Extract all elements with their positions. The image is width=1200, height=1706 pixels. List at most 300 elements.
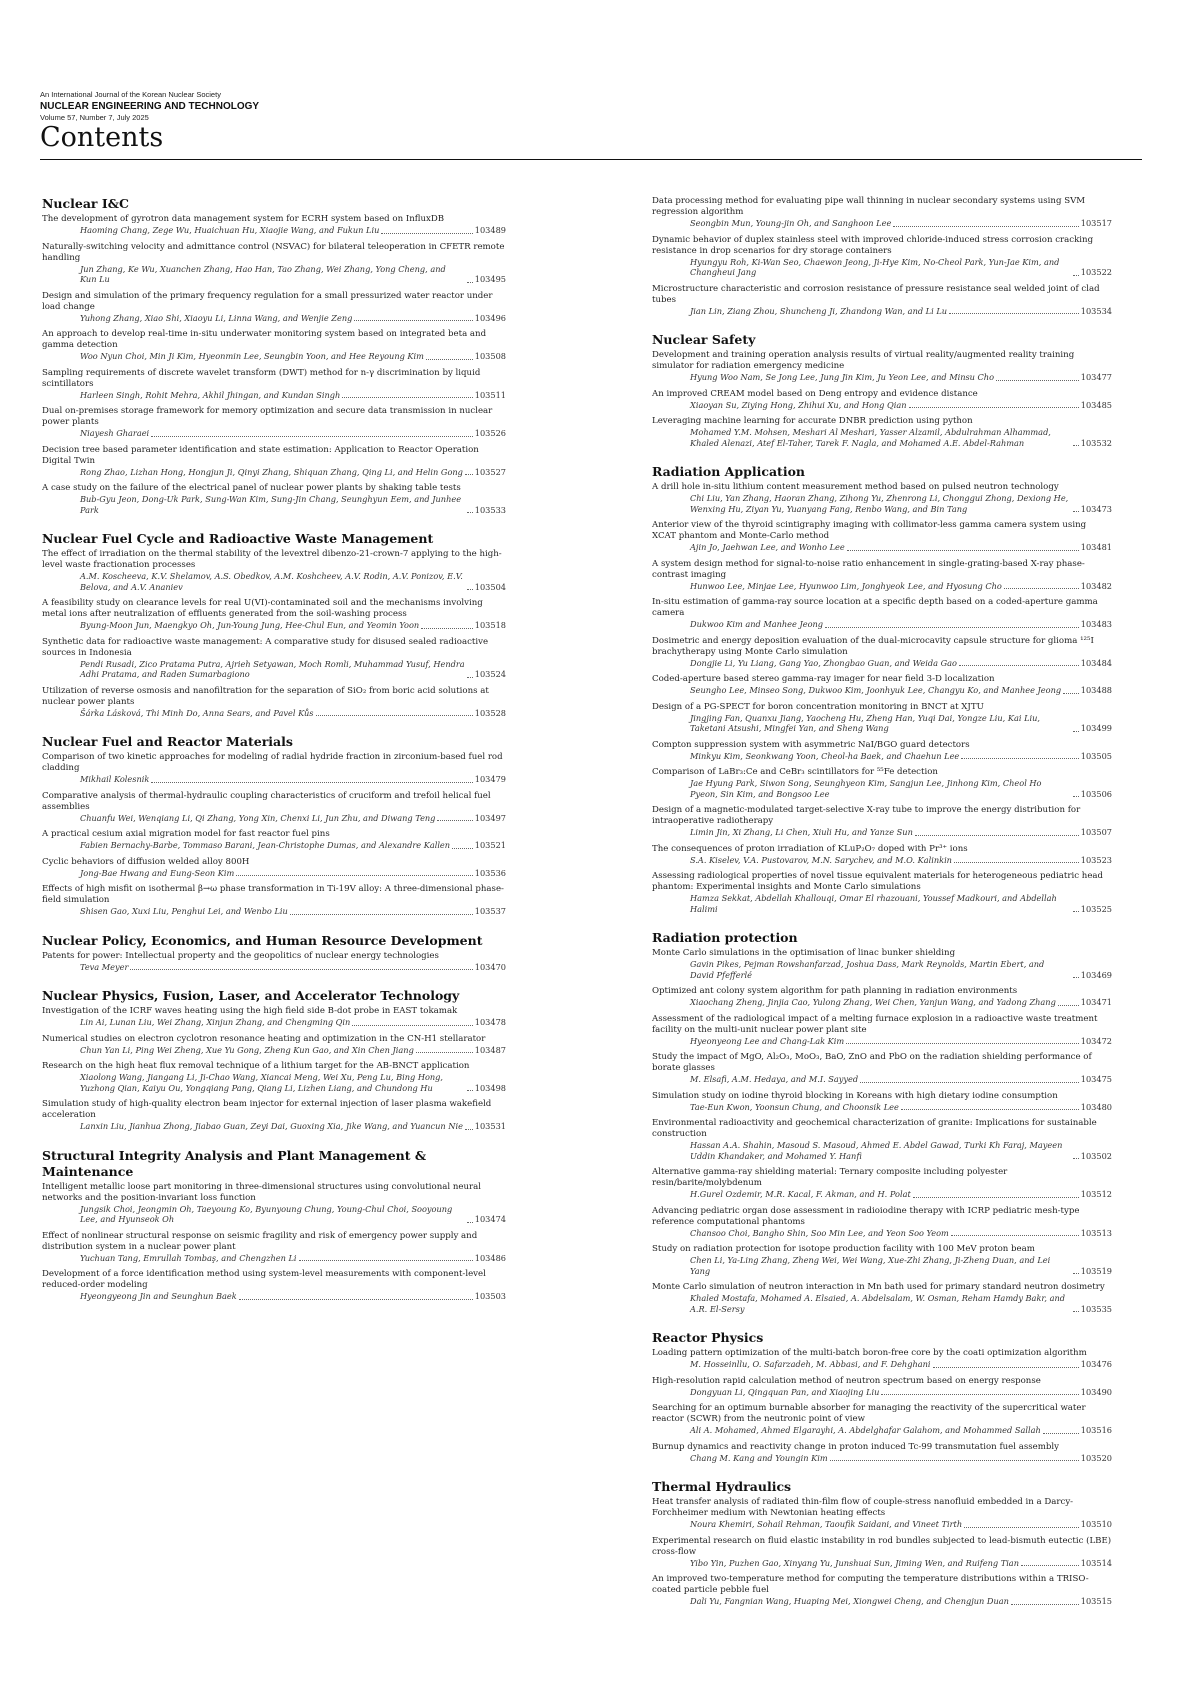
article-page-number: 103473: [1080, 503, 1112, 514]
article-page-number: 103524: [474, 669, 506, 679]
toc-entry[interactable]: [42, 1182, 506, 1225]
toc-entry[interactable]: [42, 549, 506, 592]
dot-leader: [452, 848, 473, 849]
toc-entry[interactable]: [652, 520, 1112, 553]
toc-entry[interactable]: [42, 1269, 506, 1302]
toc-entry[interactable]: [42, 1061, 506, 1093]
toc-entry[interactable]: [42, 1006, 506, 1028]
dot-leader: [1073, 1158, 1079, 1159]
article-page-number: 103482: [1080, 580, 1112, 591]
article-title: Design of a magnetic-modulated target-selective X-ray tube to improve the energy distribution for intraoperative radiotherapy: [652, 805, 1081, 826]
toc-entry[interactable]: [42, 406, 506, 439]
article-page-number: 103478: [474, 1017, 506, 1027]
article-page-number: 103519: [1080, 1265, 1112, 1276]
article-page-number: 103488: [1080, 685, 1112, 695]
article-title: Research on the high heat flux removal technique of a lithium target for the AB-BNCT application: [42, 1061, 470, 1071]
author-row: [652, 658, 1112, 669]
dot-leader: [847, 550, 1079, 551]
toc-entry[interactable]: [42, 598, 506, 631]
article-title: Advancing pediatric organ dose assessment in radioiodine therapy with ICRP pediatric mesh-type reference computational phantoms: [652, 1205, 1080, 1227]
author-row: [42, 390, 506, 401]
section-heading: Nuclear I&C: [42, 196, 129, 211]
dot-leader: [299, 1260, 473, 1261]
toc-entry[interactable]: [652, 1167, 1112, 1200]
article-title: A practical cesium axial migration model for fast reactor fuel pins: [42, 829, 330, 839]
article-authors: Xiaochang Zheng, Jinjia Cao, Yulong Zhang, Wei Chen, Yanjun Wang, and Yadong Zhang: [690, 997, 1056, 1007]
author-row: [652, 1387, 1112, 1398]
author-row: [652, 685, 1112, 696]
article-title: Burnup dynamics and reactivity change in proton induced Tc-99 transmutation fuel assembly: [652, 1441, 1060, 1452]
dot-leader: [151, 436, 473, 437]
author-row: [652, 713, 1112, 734]
author-row: [652, 1293, 1112, 1314]
section-heading: Nuclear Fuel and Reactor Materials: [42, 734, 293, 749]
dot-leader: [915, 835, 1079, 836]
article-title: Dual on-premises storage framework for memory optimization and secure data transmission in nuclear power plants: [42, 406, 493, 427]
toc-section: [652, 1479, 1112, 1607]
article-title: Monte Carlo simulations in the optimisation of linac bunker shielding: [652, 948, 956, 958]
article-title: A feasibility study on clearance levels for real U(VI)-contaminated soil and the mechanisms involving metal ions after neutralization of effluents generated from the soil-washing process: [42, 598, 483, 619]
section-heading: Nuclear Safety: [652, 332, 756, 347]
toc-entry[interactable]: [652, 1244, 1112, 1276]
toc-entry[interactable]: [652, 1497, 1112, 1530]
article-page-number: 103518: [474, 620, 506, 630]
dot-leader: [830, 1460, 1079, 1461]
article-title: Effects of high misfit on isothermal β→ω phase transformation in Ti-19V alloy: A three-dimensional phase-field simulation: [42, 884, 504, 905]
article-title: The consequences of proton irradiation of KLuP₂O₇ doped with Pr³⁺ ions: [652, 843, 968, 854]
dot-leader: [1021, 1565, 1079, 1566]
dot-leader: [825, 627, 1079, 628]
author-row: [42, 313, 506, 324]
article-page-number: 103487: [474, 1044, 506, 1055]
article-authors: Hassan A.A. Shahin, Masoud S. Masoud, Ahmed E. Abdel Gawad, Turki Kh Faraj, Mayeen Uddin Khandaker, and Mohamed Y. Hanfi: [690, 1140, 1063, 1161]
article-authors: Chuanfu Wei, Wenqiang Li, Qi Zhang, Yong Xin, Chenxi Li, Jun Zhu, and Diwang Teng: [80, 812, 436, 823]
article-page-number: 103531: [474, 1121, 506, 1131]
article-authors: Chang M. Kang and Youngin Kim: [690, 1452, 828, 1463]
toc-section: [42, 988, 506, 1132]
article-authors: Harleen Singh, Rohit Mehra, Akhil Jhingan, and Kundan Singh: [80, 389, 341, 400]
toc-entry[interactable]: [652, 1574, 1112, 1607]
author-row: [652, 1425, 1112, 1436]
dot-leader: [909, 407, 1079, 408]
article-authors: Noura Khemiri, Sohail Rehman, Taoufik Saidani, and Vineet Tirth: [690, 1519, 963, 1529]
author-row: [652, 827, 1112, 838]
toc-entry[interactable]: [42, 214, 506, 236]
article-title: Design and simulation of the primary frequency regulation for a small pressurized water reactor under load change: [42, 290, 493, 312]
article-title: Coded-aperture based stereo gamma-ray imager for near field 3-D localization: [652, 674, 995, 684]
toc-entry[interactable]: [652, 284, 1112, 317]
article-page-number: 103480: [1080, 1101, 1112, 1112]
article-authors: Haoming Chang, Zege Wu, Huaichuan Hu, Xiaojie Wang, and Fukun Liu: [80, 225, 380, 235]
article-authors: Xiaolong Wang, Jiangang Li, Ji-Chao Wang, Xiancai Meng, Wei Xu, Peng Lu, Bing Hong, Yuzhong Qian, Kaiyu Ou, Yongqiang Pang, Qiang Li, Lizhen Liang, and Chundong Hu: [80, 1072, 444, 1093]
toc-entry[interactable]: [652, 389, 1112, 411]
article-page-number: 103469: [1080, 969, 1112, 980]
author-row: [42, 813, 506, 824]
article-page-number: 103470: [474, 961, 506, 972]
toc-entry[interactable]: [42, 291, 506, 324]
toc-entry[interactable]: [652, 1091, 1112, 1113]
article-page-number: 103497: [474, 812, 506, 823]
dot-leader: [860, 1082, 1079, 1083]
article-title: Monte Carlo simulation of neutron interaction in Mn bath used for primary standard neutron dosimetry: [652, 1282, 1105, 1292]
article-page-number: 103471: [1080, 997, 1112, 1007]
article-page-number: 103476: [1080, 1359, 1112, 1369]
toc-entry[interactable]: [652, 1536, 1112, 1569]
article-title: A drill hole in-situ lithium content measurement method based on pulsed neutron technology: [652, 482, 1059, 492]
article-title: Decision tree based parameter identification and state estimation: Application to Reactor Operation Digital Twin: [42, 444, 479, 466]
article-page-number: 103490: [1080, 1386, 1112, 1397]
article-page-number: 103525: [1080, 903, 1112, 914]
article-title: Dynamic behavior of duplex stainless steel with improved chloride-induced stress corrosion cracking resistance in drop scenarios for dry storage containers: [652, 234, 1094, 256]
article-title: Simulation study of high-quality electron beam injector for external injection of laser plasma wakefield acceleration: [42, 1099, 492, 1120]
author-row: [42, 571, 506, 592]
article-authors: Teva Meyer: [80, 961, 129, 972]
article-page-number: 103520: [1080, 1452, 1112, 1463]
dot-leader: [964, 1527, 1079, 1528]
dot-leader: [342, 397, 472, 398]
author-row: [42, 840, 506, 851]
author-row: [652, 581, 1112, 592]
dot-leader: [913, 1197, 1079, 1198]
toc-entry[interactable]: [652, 1442, 1112, 1464]
dot-leader: [933, 1367, 1079, 1368]
toc-entry[interactable]: [652, 416, 1112, 448]
toc-entry[interactable]: [652, 482, 1112, 514]
article-authors: Jian Lin, Ziang Zhou, Shuncheng Ji, Zhandong Wan, and Li Lu: [690, 305, 948, 316]
author-row: [652, 959, 1112, 980]
article-title: Synthetic data for radioactive waste management: A comparative study for disused sealed radioactive sources in Indonesia: [42, 636, 489, 658]
dot-leader: [996, 380, 1079, 381]
article-authors: Minkyu Kim, Seonkwang Yoon, Cheol-ha Baek, and Chaehun Lee: [690, 750, 960, 761]
article-authors: Gavin Pikes, Pejman Rowshanfarzad, Joshua Dass, Mark Reynolds, Martin Ebert, and David Pfefferlé: [690, 959, 1045, 980]
article-page-number: 103484: [1080, 657, 1112, 668]
author-row: [652, 997, 1112, 1008]
article-page-number: 103528: [474, 707, 506, 718]
toc-entry[interactable]: [652, 1376, 1112, 1398]
article-page-number: 103513: [1080, 1227, 1112, 1238]
article-authors: Xiaoyan Su, Ziying Hong, Zhihui Xu, and Hong Qian: [690, 399, 907, 410]
section-heading: Nuclear Fuel Cycle and Radioactive Waste Management: [42, 531, 434, 546]
toc-entry[interactable]: [652, 871, 1112, 914]
article-page-number: 103481: [1080, 542, 1112, 552]
toc-entry[interactable]: [652, 1118, 1112, 1161]
right-column: [652, 196, 1112, 1623]
article-authors: Lanxin Liu, Jianhua Zhong, Jiabao Guan, Zeyi Dai, Guoxing Xia, Jike Wang, and Yuancun Nie: [80, 1121, 463, 1131]
toc-section: [652, 464, 1112, 914]
toc-section: [42, 734, 506, 917]
article-authors: M. Elsafi, A.M. Hedaya, and M.I. Sayyed: [690, 1074, 859, 1084]
toc-entry[interactable]: [42, 829, 506, 851]
author-row: [652, 1453, 1112, 1464]
dot-leader: [421, 628, 473, 629]
article-page-number: 103502: [1080, 1150, 1112, 1161]
article-page-number: 103485: [1080, 399, 1112, 410]
toc-entry[interactable]: [652, 636, 1112, 669]
article-title: An improved CREAM model based on Deng entropy and evidence distance: [652, 388, 978, 399]
article-page-number: 103526: [474, 428, 506, 438]
article-authors: Chen Li, Ya-Ling Zhang, Zheng Wei, Wei Wang, Xue-Zhi Zhang, Ji-Zheng Duan, and Lei Yang: [690, 1255, 1051, 1276]
article-title: A system design method for signal-to-noise ratio enhancement in single-grating-based X-ray phase-contrast imaging: [652, 558, 1085, 580]
author-row: [652, 306, 1112, 317]
dot-leader: [961, 758, 1078, 759]
article-title: Heat transfer analysis of radiated thin-film flow of couple-stress nanofluid embedded in a Darcy-Forchheimer medium with Newtonian heating effects: [652, 1497, 1074, 1518]
toc-entry[interactable]: [652, 740, 1112, 762]
toc-entry[interactable]: [652, 196, 1112, 229]
article-title: Optimized ant colony system algorithm for path planning in radiation environments: [652, 986, 1018, 996]
toc-entry[interactable]: [652, 1403, 1112, 1436]
article-title: Development of a force identification method using system-level measurements with component-level reduced-order modeling: [42, 1269, 486, 1290]
article-page-number: 103486: [474, 1252, 506, 1263]
article-authors: Ajin Jo, Jaehwan Lee, and Wonho Lee: [690, 542, 845, 552]
section-heading: Radiation protection: [652, 930, 798, 945]
article-authors: Byung-Moon Jun, Maengkyo Oh, Jun-Young Jung, Hee-Chul Eun, and Yeomin Yoon: [80, 620, 420, 630]
author-row: [652, 1596, 1112, 1607]
dot-leader: [1073, 1311, 1079, 1312]
article-authors: Jingjing Fan, Quanxu Jiang, Yaocheng Hu, Zheng Han, Yuqi Dai, Yongze Liu, Kai Liu, Taketani Atsushi, Mingfei Yan, and Sheng Wang: [690, 712, 1041, 733]
author-row: [42, 225, 506, 236]
dot-leader: [465, 1129, 473, 1130]
dot-leader: [467, 1222, 473, 1223]
dot-leader: [467, 1090, 473, 1091]
section-heading: Structural Integrity Analysis and Plant Management & Maintenance: [42, 1147, 427, 1179]
dot-leader: [352, 1025, 472, 1026]
toc-entry[interactable]: [42, 329, 506, 362]
article-page-number: 103515: [1080, 1596, 1112, 1606]
author-row: [652, 778, 1112, 799]
article-authors: Hyung Woo Nam, Se Jong Lee, Jung Jin Kim, Ju Yeon Lee, and Minsu Cho: [690, 372, 995, 382]
header-rule: [40, 159, 1142, 160]
author-row: [652, 1140, 1112, 1161]
article-authors: Rong Zhao, Lizhan Hong, Hongjun Ji, Qinyi Zhang, Shiquan Zhang, Qing Li, and Helin Gong: [80, 466, 463, 477]
article-page-number: 103527: [474, 466, 506, 477]
article-authors: Yuchuan Tang, Emrullah Tombaş, and Chengzhen Li: [80, 1252, 297, 1263]
article-title: The effect of irradiation on the thermal stability of the levextrel dibenzo-21-crown-7 applying to the high-level waste fractionation processes: [42, 549, 502, 570]
toc-entry[interactable]: [42, 637, 506, 680]
article-authors: Shisen Gao, Xuxi Liu, Penghui Lei, and Wenbo Liu: [80, 906, 288, 916]
author-row: [42, 1121, 506, 1132]
toc-entry[interactable]: [652, 1206, 1112, 1239]
author-row: [652, 1189, 1112, 1200]
article-title: Assessment of the radiological impact of a melting furnace explosion in a radioactive waste treatment facility on the multi-unit nuclear power plant site: [652, 1013, 1098, 1035]
toc-section: [42, 933, 506, 973]
section-heading: Nuclear Policy, Economics, and Human Resource Development: [42, 932, 483, 948]
article-authors: Mohamed Y.M. Mohsen, Meshari Al Meshari, Yasser Alzamil, Abdulrahman Alhammad, Khaled Alenazi, Atef El-Taher, Tarek F. Nagla, and Mohamed A.E. Abdel-Rahman: [690, 427, 1051, 448]
article-authors: Chansoo Choi, Bangho Shin, Soo Min Lee, and Yeon Soo Yeom: [690, 1227, 949, 1238]
toc-entry[interactable]: [42, 686, 506, 719]
author-row: [652, 1228, 1112, 1239]
toc-entry[interactable]: [652, 986, 1112, 1008]
toc-entry[interactable]: [42, 1231, 506, 1264]
author-row: [42, 962, 506, 973]
article-title: Design of a PG-SPECT for boron concentration monitoring in BNCT at XJTU: [652, 701, 984, 712]
article-page-number: 103537: [474, 906, 506, 916]
toc-entry[interactable]: [42, 1034, 506, 1056]
toc-entry[interactable]: [652, 559, 1112, 592]
toc-entry[interactable]: [42, 368, 506, 401]
author-row: [652, 855, 1112, 866]
article-title: An approach to develop real-time in-situ underwater monitoring system based on integrated beta and gamma detection: [42, 329, 487, 350]
article-page-number: 103532: [1080, 437, 1112, 448]
page-title: Contents: [40, 122, 164, 153]
toc-entry[interactable]: [652, 1282, 1112, 1314]
dot-leader: [951, 1235, 1079, 1236]
article-title: Dosimetric and energy deposition evaluation of the dual-microcavity capsule structure for glioma ¹²⁵I brachytherapy using Monte Carlo simulation: [652, 635, 1094, 657]
article-page-number: 103511: [474, 389, 506, 400]
dot-leader: [467, 677, 473, 678]
dot-leader: [354, 320, 472, 321]
article-page-number: 103534: [1080, 305, 1112, 316]
article-authors: Ali A. Mohamed, Ahmed Elgarayhi, A. Abdelghafar Galahom, and Mohammed Sallah: [690, 1425, 1041, 1435]
article-authors: Hyeonyeong Lee and Chang-Lak Kim: [690, 1035, 845, 1046]
section-heading: Nuclear Physics, Fusion, Laser, and Accelerator Technology: [42, 988, 460, 1003]
dot-leader: [239, 1299, 473, 1300]
dot-leader: [290, 914, 473, 915]
toc-entry[interactable]: [42, 752, 506, 785]
toc-section: [652, 930, 1112, 1314]
toc-entry[interactable]: [652, 1052, 1112, 1085]
journal-header: [40, 90, 1142, 154]
toc-section: [42, 196, 506, 515]
dot-leader: [1058, 1005, 1079, 1006]
article-title: Cyclic behaviors of diffusion welded alloy 800H: [42, 856, 250, 867]
article-page-number: 103535: [1080, 1303, 1112, 1314]
article-title: Loading pattern optimization of the multi-batch boron-free core by the coati optimization algorithm: [652, 1348, 1087, 1358]
article-title: Searching for an optimum burnable absorber for managing the reactivity of the supercritical water reactor (SCWR) from the neutronic point of view: [652, 1403, 1086, 1424]
toc-entry[interactable]: [652, 844, 1112, 866]
dot-leader: [1073, 1273, 1079, 1274]
article-page-number: 103514: [1080, 1557, 1112, 1568]
author-row: [652, 1255, 1112, 1276]
article-authors: Fabien Bernachy-Barbe, Tommaso Barani, Jean-Christophe Dumas, and Alexandre Kallen: [80, 840, 451, 850]
dot-leader: [1073, 731, 1079, 732]
author-row: [42, 774, 506, 785]
dot-leader: [1063, 693, 1079, 694]
toc-entry[interactable]: [42, 884, 506, 917]
article-page-number: 103496: [474, 312, 506, 323]
article-page-number: 103479: [474, 774, 506, 784]
toc-entry[interactable]: [652, 1014, 1112, 1047]
article-authors: Bub-Gyu Jeon, Dong-Uk Park, Sung-Wan Kim, Sung-Jin Chang, Seunghyun Eem, and Junhee Park: [80, 494, 462, 515]
article-authors: Jae Hyung Park, Siwon Song, Seunghyeon Kim, Sangjun Lee, Jinhong Kim, Cheol Ho Pyeon, Sin Kim, and Bongsoo Lee: [690, 778, 1042, 799]
author-row: [42, 1072, 506, 1093]
article-title: Compton suppression system with asymmetric NaI/BGO guard detectors: [652, 739, 970, 750]
article-title: In-situ estimation of gamma-ray source location at a specific depth based on a coded-aperture gamma camera: [652, 597, 1098, 618]
toc-entry[interactable]: [652, 597, 1112, 630]
author-row: [652, 372, 1112, 383]
toc-entry[interactable]: [42, 242, 506, 285]
author-row: [652, 427, 1112, 448]
article-page-number: 103475: [1080, 1074, 1112, 1084]
article-authors: Niayesh Gharaei: [80, 428, 150, 438]
dot-leader: [1011, 1604, 1079, 1605]
article-page-number: 103472: [1080, 1035, 1112, 1046]
dot-leader: [901, 1109, 1079, 1110]
author-row: [652, 542, 1112, 553]
toc-section: [652, 1330, 1112, 1463]
toc-entry[interactable]: [652, 805, 1112, 838]
toc-entry[interactable]: [652, 767, 1112, 799]
toc-section: [42, 531, 506, 718]
toc-section: [652, 196, 1112, 316]
article-authors: Dali Yu, Fangnian Wang, Huaping Mei, Xiongwei Cheng, and Chengjun Duan: [690, 1596, 1009, 1606]
dot-leader: [959, 665, 1079, 666]
article-authors: Dongjie Li, Yu Liang, Gang Yao, Zhongbao Guan, and Weida Gao: [690, 657, 957, 668]
article-authors: S.A. Kiselev, V.A. Pustovarov, M.N. Sarychev, and M.O. Kalinkin: [690, 854, 952, 865]
article-title: Environmental radioactivity and geochemical characterization of granite: Implications for sustainable construction: [652, 1118, 1097, 1139]
author-row: [652, 1036, 1112, 1047]
author-row: [42, 659, 506, 680]
dot-leader: [151, 782, 472, 783]
toc-entry[interactable]: [42, 951, 506, 973]
author-row: [652, 1074, 1112, 1085]
dot-leader: [467, 512, 473, 513]
toc-entry[interactable]: [652, 702, 1112, 734]
dot-leader: [130, 969, 472, 970]
article-title: Comparative analysis of thermal-hydraulic coupling characteristics of cruciform and trefoil helical fuel assemblies: [42, 790, 491, 812]
article-page-number: 103505: [1080, 750, 1112, 761]
toc-entry[interactable]: [652, 1348, 1112, 1370]
toc-entry[interactable]: [42, 483, 506, 515]
article-authors: Chun Yan Li, Ping Wei Zheng, Xue Yu Gong, Zheng Kun Gao, and Xin Chen Jiang: [80, 1044, 414, 1055]
toc-entry[interactable]: [652, 235, 1112, 278]
toc-entry[interactable]: [42, 857, 506, 879]
article-page-number: 103489: [474, 225, 506, 235]
article-page-number: 103495: [474, 274, 506, 284]
author-row: [42, 1291, 506, 1302]
article-page-number: 103510: [1080, 1519, 1112, 1529]
article-page-number: 103498: [474, 1082, 506, 1093]
article-authors: Hyeongyeong Jin and Seunghun Baek: [80, 1291, 237, 1301]
toc-entry[interactable]: [652, 948, 1112, 980]
article-title: An improved two-temperature method for computing the temperature distributions within a TRISO-coated particle pebble fuel: [652, 1574, 1089, 1595]
toc-section: [652, 332, 1112, 448]
dot-leader: [416, 1052, 473, 1053]
article-title: Comparison of two kinetic approaches for modeling of radial hydride fraction in zirconium-based fuel rod cladding: [42, 752, 503, 773]
author-row: [652, 1519, 1112, 1530]
section-heading: Reactor Physics: [652, 1330, 764, 1345]
article-page-number: 103536: [474, 867, 506, 878]
article-authors: Yuhong Zhang, Xiao Shi, Xiaoyu Li, Linna Wang, and Wenjie Zeng: [80, 312, 353, 323]
dot-leader: [236, 875, 472, 876]
article-title: Sampling requirements of discrete wavelet transform (DWT) method for n-γ discrimination by liquid scintillators: [42, 367, 481, 389]
dot-leader: [467, 282, 473, 283]
author-row: [42, 906, 506, 917]
article-page-number: 103507: [1080, 827, 1112, 837]
toc-entry[interactable]: [652, 350, 1112, 383]
dot-leader: [437, 820, 472, 821]
author-row: [42, 264, 506, 285]
article-title: Anterior view of the thyroid scintigraphy imaging with collimator-less gamma camera system using XCAT phantom and Monte-Carlo method: [652, 520, 1087, 541]
toc-entry[interactable]: [42, 445, 506, 478]
dot-leader: [1043, 1433, 1079, 1434]
toc-entry[interactable]: [42, 1099, 506, 1132]
article-title: Utilization of reverse osmosis and nanofiltration for the separation of SiO₂ from boric acid solutions at nuclear power plants: [42, 685, 489, 707]
dot-leader: [846, 1043, 1079, 1044]
society-line: An International Journal of the Korean Nuclear Society: [40, 90, 221, 99]
article-title: Effect of nonlinear structural response on seismic fragility and risk of emergency power supply and distribution system in a nuclear power plant: [42, 1230, 478, 1252]
toc-entry[interactable]: [652, 674, 1112, 696]
article-page-number: 103521: [474, 840, 506, 850]
author-row: [652, 1102, 1112, 1113]
article-title: Alternative gamma-ray shielding material: Ternary composite including polyester resin/barite/molybdenum: [652, 1167, 1008, 1188]
article-authors: H.Gurel Ozdemir, M.R. Kacal, F. Akman, and H. Polat: [690, 1189, 911, 1199]
article-authors: Hyungyu Roh, Ki-Wan Seo, Chaewon Jeong, Ji-Hye Kim, No-Cheol Park, Yun-Jae Kim, and Changheui Jang: [690, 256, 1060, 277]
article-authors: Woo Nyun Choi, Min Ji Kim, Hyeonmin Lee, Seungbin Yoon, and Hee Reyoung Kim: [80, 351, 424, 361]
article-page-number: 103522: [1080, 267, 1112, 277]
dot-leader: [465, 474, 473, 475]
toc-entry[interactable]: [42, 791, 506, 824]
author-row: [652, 1359, 1112, 1370]
